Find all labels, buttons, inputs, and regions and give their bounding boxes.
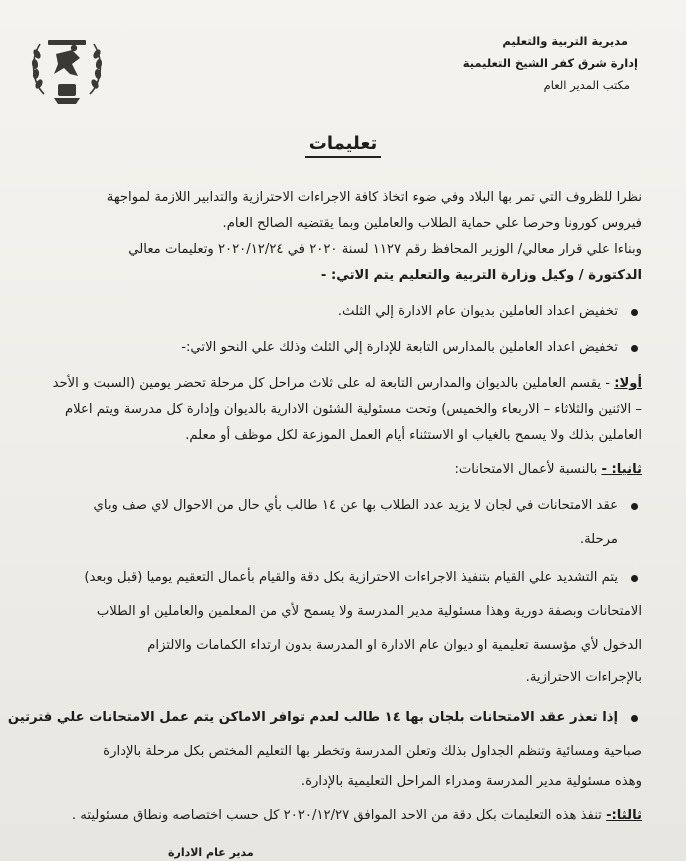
intro-line-1: نظرا للظروف التي تمر بها البلاد وفي ضوء اتخاذ كافة الاجراءات الاحترازية والتدابير اللازمة لمواجهة (106, 190, 642, 205)
exam-bullet-2-line-3: الدخول لأي مؤسسة تعليمية او ديوان عام الادارة او المدرسة بدون ارتداء الكمامات والالتزام (147, 638, 642, 653)
intro-line-3: وبناءا علي قرار معالي/ الوزير المحافظ رقم ١١٢٧ لسنة ٢٠٢٠ في ٢٠٢٠/١٢/٢٤ وتعليمات معالي (128, 242, 642, 257)
exam-bullet-3-line-2: صباحية ومسائية وتنظم الجداول بذلك وتعلن المدرسة وتخطر بها التعليم المختص بكل مرحلة بالإدارة (103, 744, 642, 759)
intro-line-4: الدكتورة / وكيل وزارة التربية والتعليم يتم الاتي: - (320, 268, 642, 283)
office-name: مكتب المدير العام (543, 78, 630, 92)
bullet-reduce-hq: تخفيض اعداد العاملين بديوان عام الادارة إلي الثلث. (338, 300, 618, 324)
third-text: تنفذ هذه التعليمات بكل دقة من الاحد الموافق ٢٠٢٠/١٢/٢٧ كل حسب اختصاصه ونطاق مسئوليته . (71, 808, 602, 823)
first-section-line-1 (53, 372, 642, 396)
signature-title: مدير عام الادارة (168, 846, 254, 859)
exam-bullet-1-line-2: مرحلة. (579, 532, 618, 547)
exam-bullet-2-line-1: يتم التشديد علي القيام بتنفيذ الاجراءات الاحترازية بكل دقة والقيام بأعمال التعقيم يوميا (قبل وبعد) (84, 566, 618, 590)
first-label: أولا: (614, 376, 642, 391)
first-section-line-2: – الاثنين والثلاثاء – الاربعاء والخميس) وتحت مسئولية الشئون الادارية بالديوان وإدارة كل مدرسة ويتم اعلام (65, 402, 642, 417)
second-section-heading (454, 458, 642, 482)
bullet-reduce-schools: تخفيض اعداد العاملين بالمدارس التابعة للإدارة إلي الثلث وذلك علي النحو الاتي:- (181, 336, 618, 360)
letterhead (448, 30, 638, 96)
exam-bullet-3-line-1: إذا تعذر عقد الامتحانات بلجان بها ١٤ طالب لعدم توافر الاماكن يتم عمل الامتحانات علي فترتين (8, 706, 618, 730)
exam-bullet-2-line-4: بالإجراءات الاحترازية. (525, 670, 642, 685)
intro-line-2: فيروس كورونا وحرصا علي حماية الطلاب والعاملين وبما يقتضيه الصالح العام. (222, 216, 642, 231)
third-label: ثالثا:- (606, 808, 642, 823)
exam-bullet-3-line-3: وهذه مسئولية مدير المدرسة ومدراء المراحل التعليمية بالإدارة. (300, 774, 642, 789)
second-heading-text: بالنسبة لأعمال الامتحانات: (454, 462, 598, 477)
exam-bullet-1-line-1: عقد الامتحانات في لجان لا يزيد عدد الطلاب بها عن ١٤ طالب بأي حال من الاحوال لاي صف وباي (94, 494, 619, 518)
first-text: - يقسم العاملين بالديوان والمدارس التابعة له على ثلاث مراحل كل مرحلة تحضر يومين (السبت و الأحد (52, 376, 610, 391)
administration-name: إدارة شرق كفر الشيخ التعليمية (462, 56, 638, 70)
directorate-name: مديرية التربية والتعليم (502, 34, 628, 48)
first-section-line-3: العاملين بذلك ولا يسمح بالغياب او الاستثناء أيام العمل الموزعة لكل موظف أو معلم. (185, 428, 642, 443)
exam-bullet-2-line-2: الامتحانات وبصفة دورية وهذا مسئولية مدير المدرسة ولا يسمح لأي من المعلمين والعاملين او الطلاب (96, 604, 642, 619)
directorate-emblem-icon (28, 24, 106, 108)
second-label: ثانيا: - (601, 462, 642, 477)
third-section (72, 804, 642, 828)
page-title: تعليمات (0, 133, 686, 154)
